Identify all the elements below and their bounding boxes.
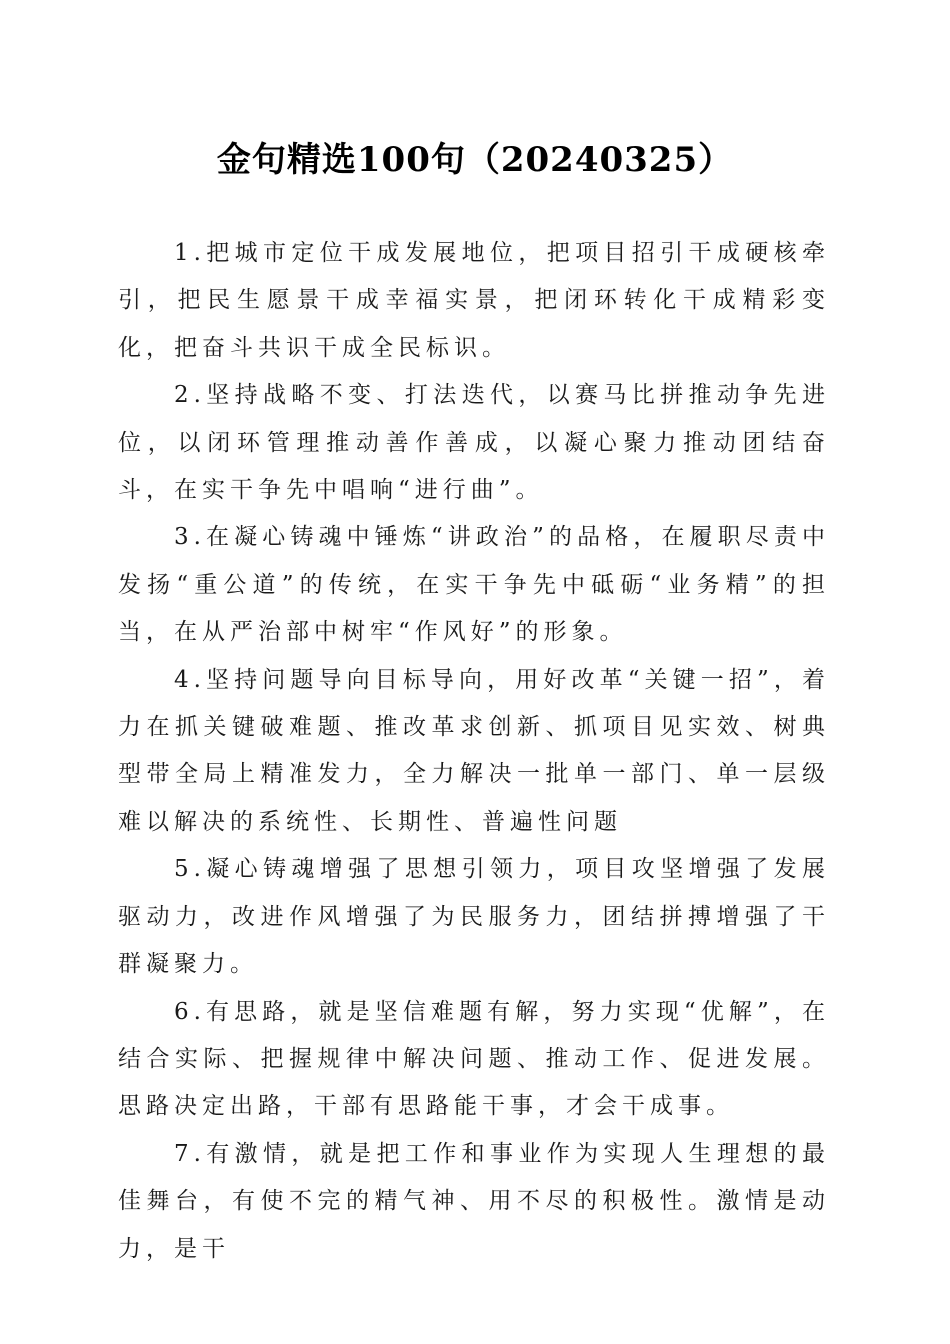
document-title: 金句精选100句（20240325） — [216, 140, 734, 180]
paragraph-7: 7.有激情，就是把工作和事业作为实现人生理想的最佳舞台，有使不完的精气神、用不尽的积极性。激情是动力，是干 — [118, 1140, 830, 1262]
paragraph-3: 3.在凝心铸魂中锤炼“讲政治”的品格，在履职尽责中发扬“重公道”的传统，在实干争先中砥砺“业务精”的担当，在从严治部中树牢“作风好”的形象。 — [118, 524, 830, 646]
paragraph-2: 2.坚持战略不变、打法迭代，以赛马比拼推动争先进位，以闭环管理推动善作善成，以凝心聚力推动团结奋斗，在实干争先中唱响“进行曲”。 — [118, 382, 830, 504]
paragraph-4: 4.坚持问题导向目标导向，用好改革“关键一招”，着力在抓关键破难题、推改革求创新、抓项目见实效、树典型带全局上精准发力，全力解决一批单一部门、单一层级难以解决的系统性、长期性、普遍性问题 — [118, 666, 830, 835]
document-body — [118, 230, 830, 1273]
paragraph-6: 6.有思路，就是坚信难题有解，努力实现“优解”，在结合实际、把握规律中解决问题、推动工作、促进发展。思路决定出路，干部有思路能干事，才会干成事。 — [118, 998, 830, 1120]
paragraph-5: 5.凝心铸魂增强了思想引领力，项目攻坚增强了发展驱动力，改进作风增强了为民服务力，团结拼搏增强了干群凝聚力。 — [118, 856, 830, 978]
paragraph-1: 1.把城市定位干成发展地位，把项目招引干成硬核牵引，把民生愿景干成幸福实景，把闭环转化干成精彩变化，把奋斗共识干成全民标识。 — [118, 240, 830, 361]
